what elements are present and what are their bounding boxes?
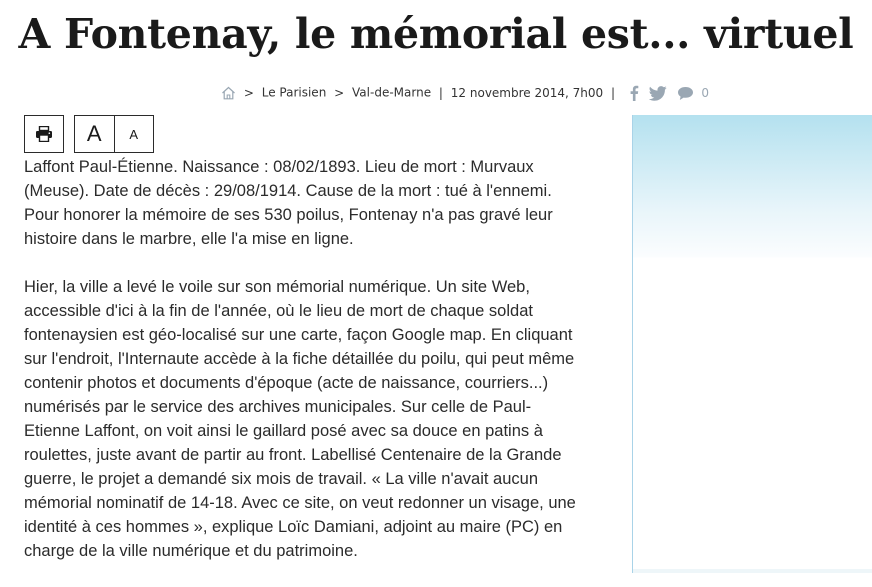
sidebar-ad-slot xyxy=(632,115,872,573)
comment-icon[interactable] xyxy=(677,86,694,101)
sidebar-bottom-edge xyxy=(633,569,872,573)
breadcrumb-link-val-de-marne[interactable]: Val-de-Marne xyxy=(352,85,432,100)
publish-date: 12 novembre 2014, 7h00 xyxy=(450,86,604,100)
facebook-icon[interactable] xyxy=(629,85,639,101)
comment-count: 0 xyxy=(701,86,709,100)
print-button[interactable] xyxy=(24,115,64,153)
article-body xyxy=(24,155,584,587)
breadcrumb-separator: > xyxy=(243,86,254,100)
font-size-increase-button[interactable]: A xyxy=(86,121,102,146)
article-title: A Fontenay, le mémorial est... virtuel xyxy=(18,10,854,58)
twitter-icon[interactable] xyxy=(649,86,667,101)
breadcrumb-divider: | xyxy=(610,86,616,100)
article-paragraph: Laffont Paul-Étienne. Naissance : 08/02/1893. Lieu de mort : Murvaux (Meuse). Date de décès : 29/08/1914. Cause de la mort : tué à l'ennemi. Pour honorer la mémoire de ses 530 poilus, Fontenay n'a pas gravé leur histoire dans le marbre, elle l'a mise en ligne. xyxy=(24,158,553,248)
breadcrumb xyxy=(0,85,872,101)
font-size-decrease-button[interactable]: A xyxy=(114,116,154,152)
font-size-controls xyxy=(74,115,154,153)
article-paragraph: Hier, la ville a levé le voile sur son mémorial numérique. Un site Web, accessible d'ici à la fin de l'année, où le lieu de mort de chaque soldat fontenaysien est géo-localisé sur une carte, façon Google map. En cliquant sur l'endroit, l'Internaute accède à la fiche détaillée du poilu, qui peut même contenir photos et documents d'époque (acte de naissance, courriers...) numérisés par le service des archives municipales. Sur celle de Paul-Etienne Laffont, on voit ainsi le gaillard posé avec sa douce en patins à roulettes, juste avant de partir au front. Labellisé Centenaire de la Grande guerre, le projet a demandé six mois de travail. « La ville n'avait aucun mémorial nominatif de 14-18. Avec ce site, on veut redonner un visage, une identité à ces hommes », explique Loïc Damiani, adjoint au maire (PC) en charge de la ville numérique et du patrimoine. xyxy=(24,278,576,560)
breadcrumb-link-le-parisien[interactable]: Le Parisien xyxy=(261,85,327,100)
breadcrumb-separator: > xyxy=(334,86,345,100)
print-icon xyxy=(35,126,53,142)
breadcrumb-divider: | xyxy=(438,86,443,100)
home-icon[interactable] xyxy=(221,86,236,100)
